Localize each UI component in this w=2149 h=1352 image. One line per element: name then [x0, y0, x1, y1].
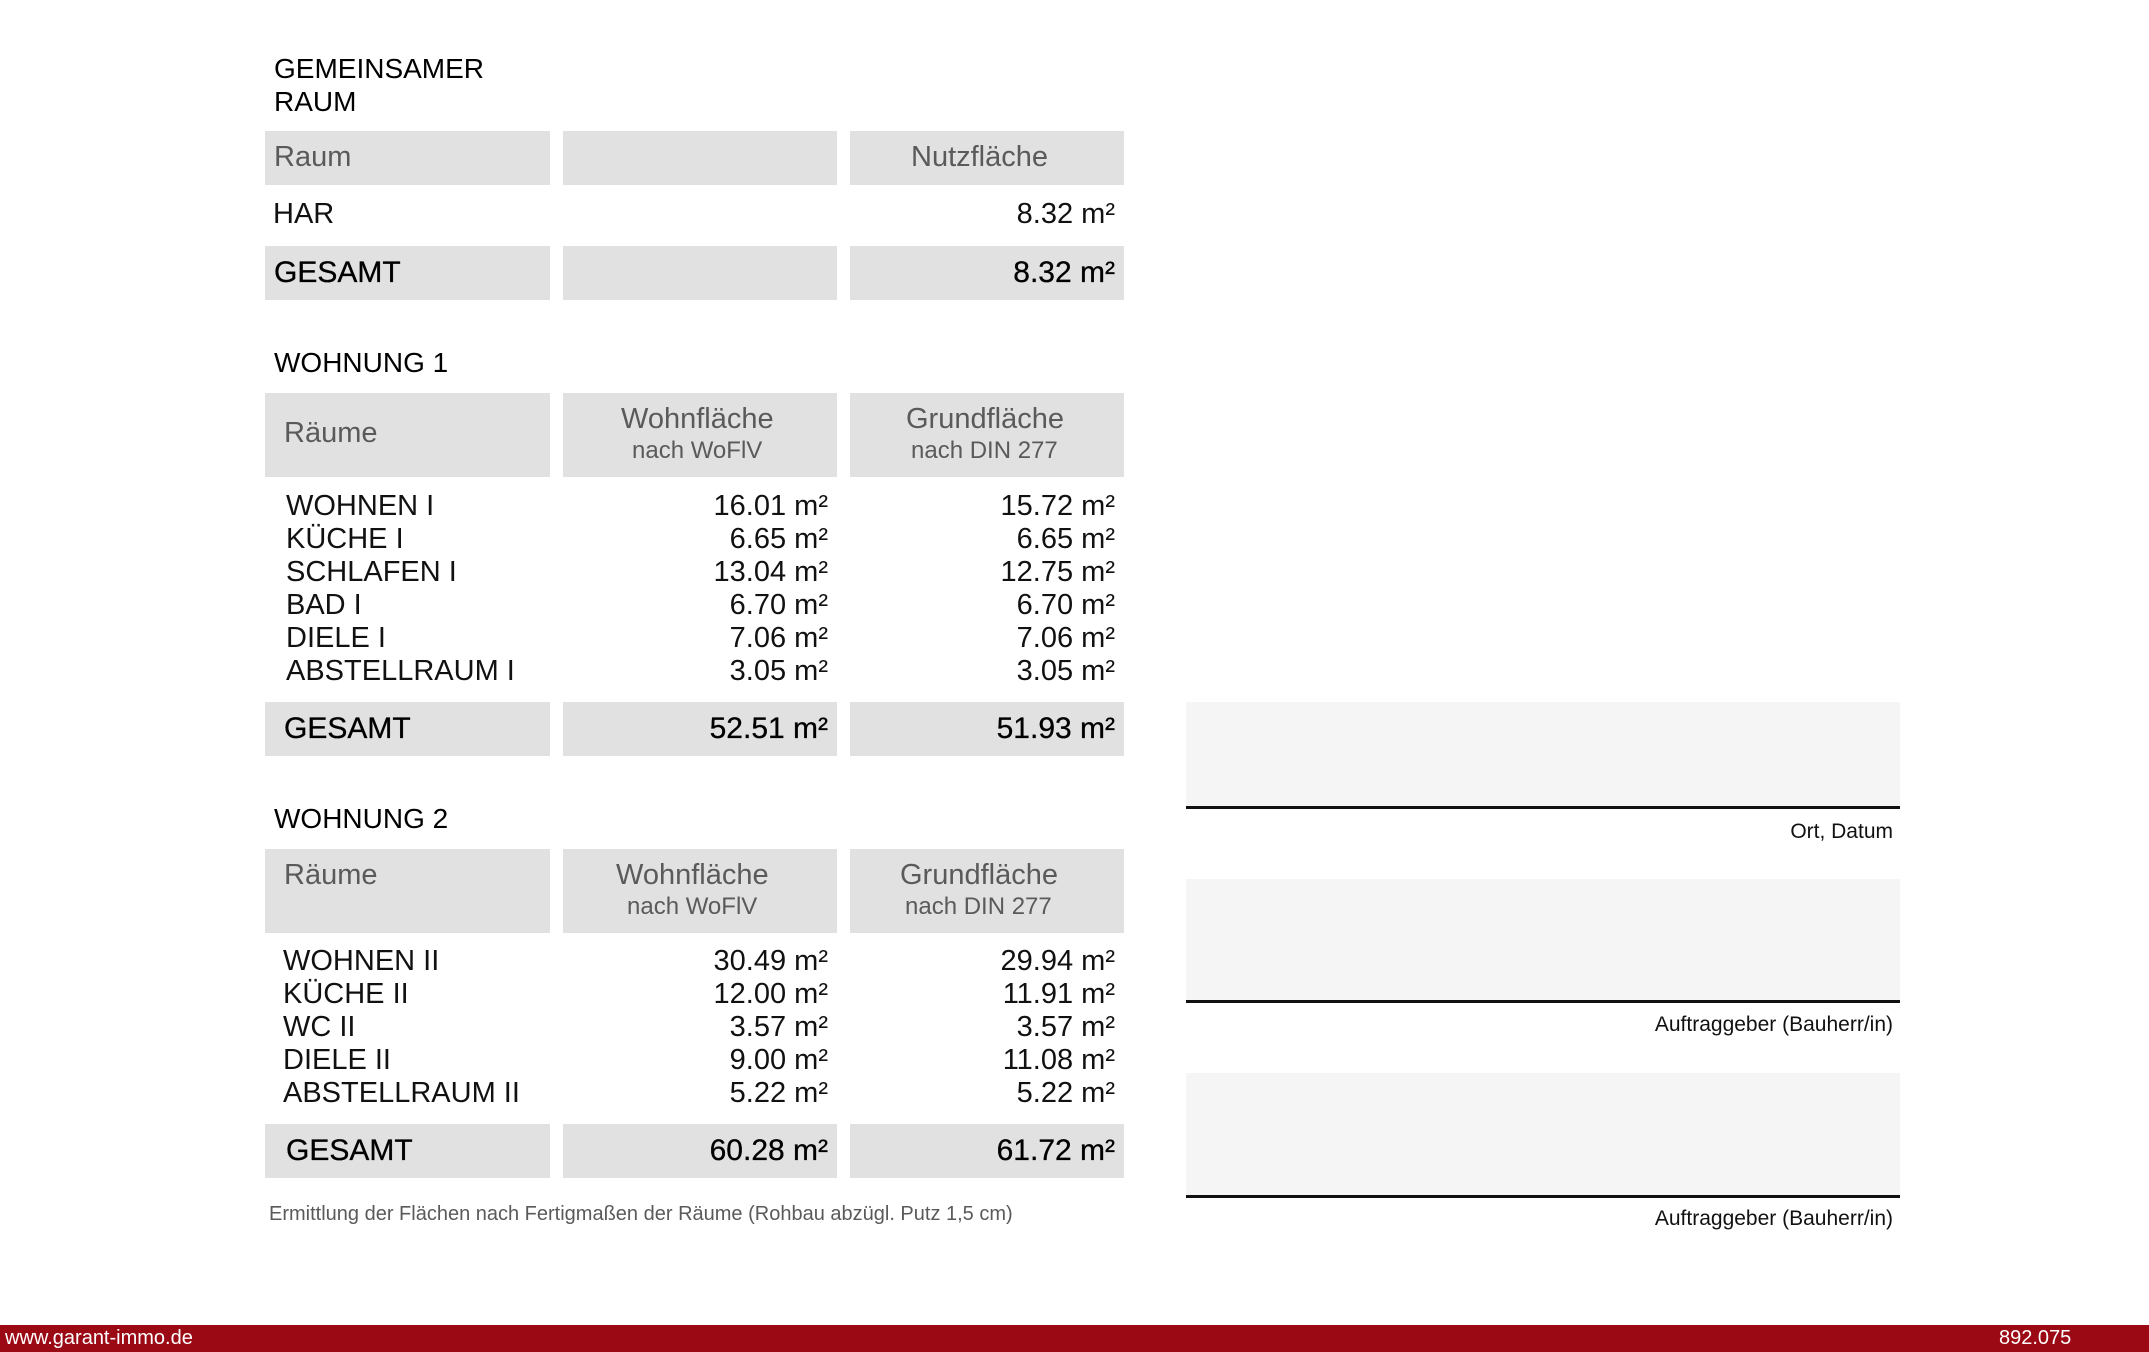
row-wohn: 16.01 m²	[713, 490, 828, 522]
row-wohn: 6.65 m²	[729, 523, 828, 555]
header-wohnflaeche-label: Wohnfläche	[616, 859, 769, 891]
row-name: SCHLAFEN I	[286, 556, 457, 588]
header-raeume-label: Räume	[284, 859, 378, 891]
row-name: KÜCHE II	[283, 978, 409, 1010]
total-label: GESAMT	[286, 1134, 413, 1167]
total-cell-label	[265, 702, 550, 756]
row-grund: 12.75 m²	[1000, 556, 1115, 588]
row-wohn: 6.70 m²	[729, 589, 828, 621]
row-grund: 15.72 m²	[1000, 490, 1115, 522]
header-wohnflaeche-sub: nach WoFlV	[627, 893, 758, 920]
row-name: KÜCHE I	[286, 523, 404, 555]
header-grundflaeche-label: Grundfläche	[900, 859, 1058, 891]
header-cell-wohnflaeche	[563, 849, 837, 933]
section-title-wohnung-2: WOHNUNG 2	[274, 803, 449, 834]
total-cell-empty	[563, 246, 837, 300]
header-cell-grundflaeche	[850, 849, 1124, 933]
total-label: GESAMT	[284, 712, 411, 745]
row-wohn: 3.57 m²	[729, 1011, 828, 1043]
header-wohnflaeche-sub: nach WoFlV	[632, 437, 763, 464]
row-grund: 5.22 m²	[1016, 1077, 1115, 1109]
header-cell-grundflaeche	[850, 393, 1124, 477]
header-nutzflaeche-label: Nutzfläche	[911, 141, 1049, 173]
row-grund: 3.05 m²	[1016, 655, 1115, 687]
signature-field-auftraggeber-2[interactable]	[1186, 1073, 1900, 1198]
row-name: ABSTELLRAUM II	[283, 1077, 520, 1109]
row-wohn: 30.49 m²	[713, 945, 828, 977]
footer-code: 892.075	[1999, 1327, 2072, 1349]
total-wohn: 52.51 m²	[709, 712, 828, 745]
signature-label-auftraggeber-2: Auftraggeber (Bauherr/in)	[1654, 1207, 1893, 1230]
header-cell-raeume	[265, 849, 550, 933]
header-raum-label: Raum	[274, 141, 352, 173]
header-raeume-label: Räume	[284, 417, 378, 449]
footer-website-link[interactable]: www.garant-immo.de	[5, 1327, 193, 1349]
signature-field-ort-datum[interactable]	[1186, 702, 1900, 809]
header-grundflaeche-sub: nach DIN 277	[911, 437, 1058, 464]
signature-label-auftraggeber-1: Auftraggeber (Bauherr/in)	[1654, 1013, 1893, 1036]
total-value: 8.32 m²	[1013, 256, 1115, 289]
row-value-har: 8.32 m²	[1016, 198, 1115, 230]
row-grund: 3.57 m²	[1016, 1011, 1115, 1043]
row-name: BAD I	[286, 589, 362, 621]
total-cell-wohn	[563, 702, 837, 756]
row-name: WC II	[283, 1011, 356, 1043]
total-cell-wohn	[563, 1124, 837, 1178]
row-name: WOHNEN I	[286, 490, 435, 522]
row-name: WOHNEN II	[283, 945, 440, 977]
section-title-line1: GEMEINSAMER	[274, 53, 485, 84]
row-name-har: HAR	[273, 198, 335, 230]
total-grund: 61.72 m²	[996, 1134, 1115, 1167]
row-wohn: 12.00 m²	[713, 978, 828, 1010]
signature-label-ort-datum: Ort, Datum	[1790, 820, 1893, 843]
row-grund: 6.65 m²	[1016, 523, 1115, 555]
footnote: Ermittlung der Flächen nach Fertigmaßen der Räume (Rohbau abzügl. Putz 1,5 cm)	[269, 1203, 1013, 1225]
row-wohn: 3.05 m²	[729, 655, 828, 687]
row-grund: 7.06 m²	[1016, 622, 1115, 654]
total-label: GESAMT	[274, 256, 401, 289]
signature-field-auftraggeber-1[interactable]	[1186, 879, 1900, 1003]
footer-bar	[0, 1325, 2149, 1352]
total-cell-label	[265, 246, 550, 300]
header-cell-raum	[265, 131, 550, 185]
total-cell-label	[265, 1124, 550, 1178]
total-wohn: 60.28 m²	[709, 1134, 828, 1167]
row-wohn: 7.06 m²	[729, 622, 828, 654]
header-cell-raeume	[265, 393, 550, 477]
row-wohn: 5.22 m²	[729, 1077, 828, 1109]
row-grund: 6.70 m²	[1016, 589, 1115, 621]
total-grund: 51.93 m²	[996, 712, 1115, 745]
header-cell-nutzflaeche	[850, 131, 1124, 185]
header-grundflaeche-label: Grundfläche	[906, 403, 1064, 435]
section-title-line2: RAUM	[274, 86, 357, 117]
total-cell-value	[850, 246, 1124, 300]
row-grund: 29.94 m²	[1000, 945, 1115, 977]
header-cell-empty	[563, 131, 837, 185]
section-title-wohnung-1: WOHNUNG 1	[274, 347, 449, 378]
header-cell-wohnflaeche	[563, 393, 837, 477]
row-name: DIELE I	[286, 622, 386, 654]
row-name: ABSTELLRAUM I	[286, 655, 515, 687]
total-cell-grund	[850, 702, 1124, 756]
row-name: DIELE II	[283, 1044, 391, 1076]
row-grund: 11.08 m²	[1002, 1044, 1115, 1076]
total-cell-grund	[850, 1124, 1124, 1178]
row-grund: 11.91 m²	[1002, 978, 1115, 1010]
header-wohnflaeche-label: Wohnfläche	[621, 403, 774, 435]
header-grundflaeche-sub: nach DIN 277	[905, 893, 1052, 920]
row-wohn: 13.04 m²	[713, 556, 828, 588]
row-wohn: 9.00 m²	[729, 1044, 828, 1076]
